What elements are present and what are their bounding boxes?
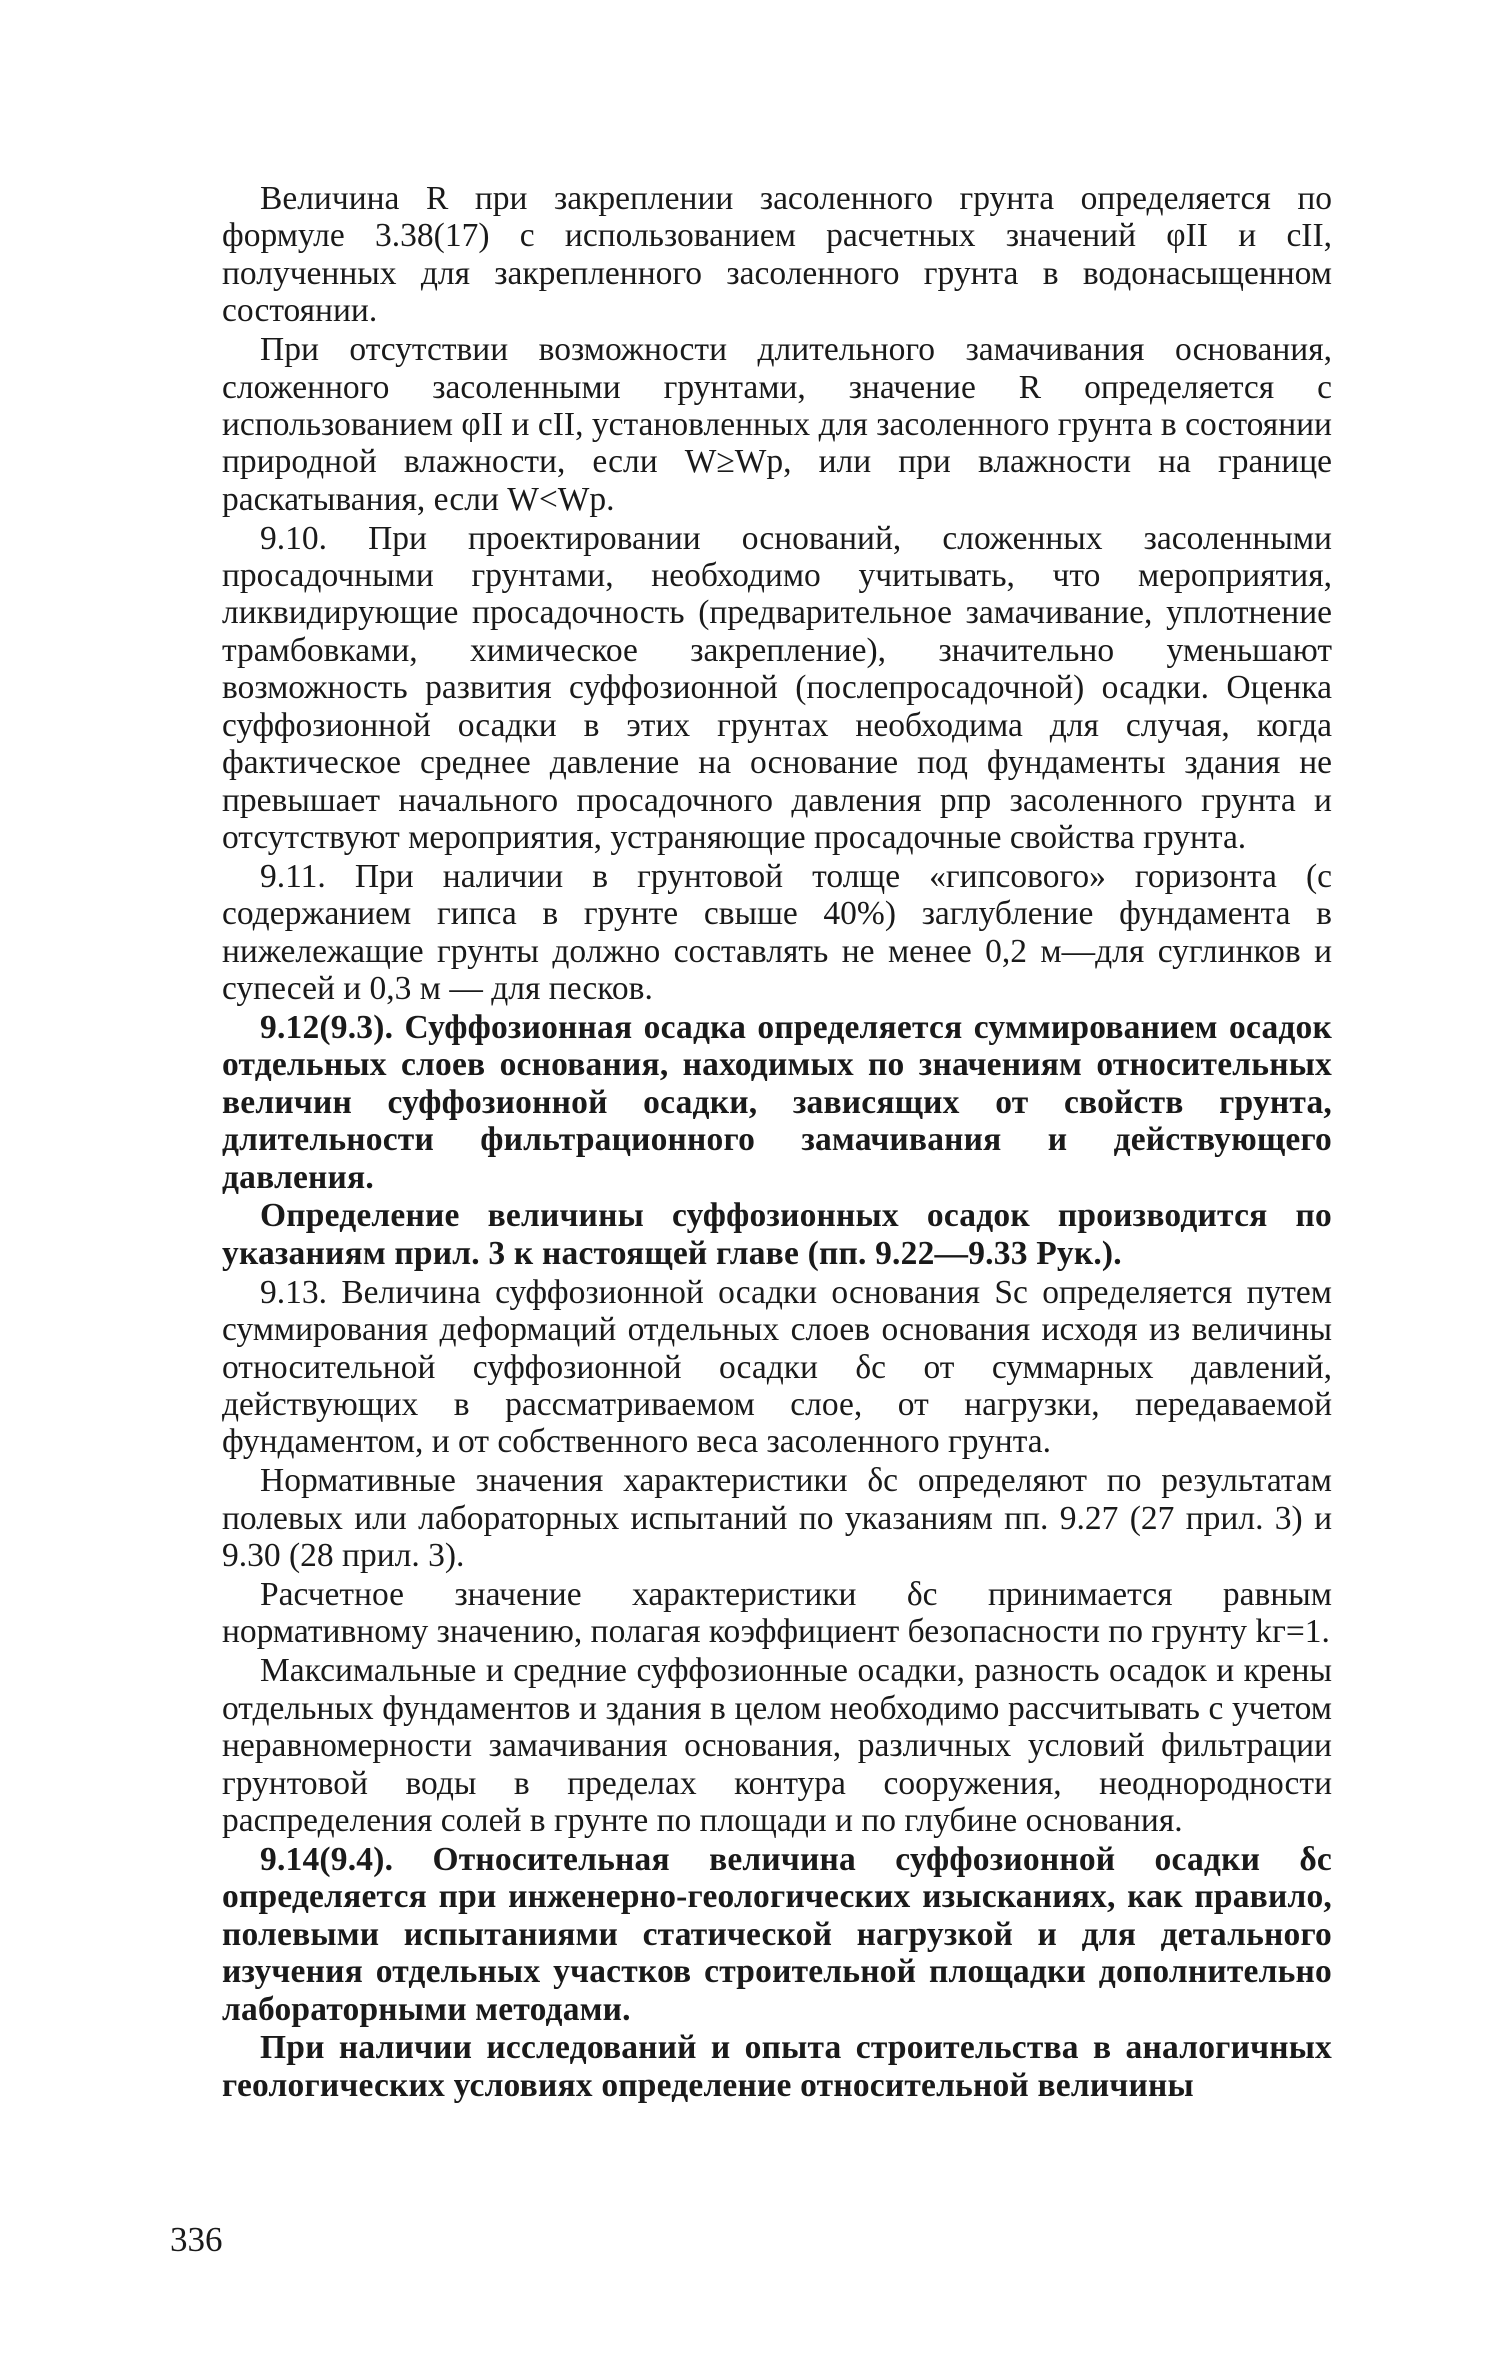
- paragraph-design-value: Расчетное значение характеристики δс принимается равным нормативному значению, полагая коэффициент безопасности по грунту kг=1.: [222, 1576, 1332, 1651]
- paragraph-9-14: 9.14(9.4). Относительная величина суффозионной осадки δс определяется при инженерно-геологических изысканиях, как правило, полевыми испытаниями статической нагрузкой и для детального изучения отдельных участков строительной площадки дополнительно лабораторными методами.: [222, 1840, 1332, 2028]
- paragraph-suffosion-definition: Определение величины суффозионных осадок производится по указаниям прил. 3 к настоящей главе (пп. 9.22—9.33 Рук.).: [222, 1197, 1332, 1272]
- paragraph-analog-conditions: При наличии исследований и опыта строительства в аналогичных геологических условиях определение относительной величины: [222, 2029, 1332, 2104]
- page-number: 336: [170, 2220, 223, 2259]
- paragraph-max-settlements: Максимальные и средние суффозионные осадки, разность осадок и крены отдельных фундаментов и здания в целом необходимо рассчитывать с учетом неравномерности замачивания основания, различных условий фильтрации грунтовой воды в пределах контура сооружения, неоднородности распределения солей в грунте по площади и по глубине основания.: [222, 1652, 1332, 1839]
- paragraph-r-value-strengthened: Величина R при закреплении засоленного грунта определяется по формуле 3.38(17) с использованием расчетных значений φII и cII, полученных для закрепленного засоленного грунта в водонасыщенном состоянии.: [222, 180, 1332, 330]
- paragraph-no-soaking: При отсутствии возможности длительного замачивания основания, сложенного засоленными грунтами, значение R определяется с использованием φII и cII, установленных для засоленного грунта в состоянии природной влажности, если W≥Wp, или при влажности на границе раскатывания, если W<Wp.: [222, 331, 1332, 518]
- paragraph-9-13: 9.13. Величина суффозионной осадки основания Sс определяется путем суммирования деформаций отдельных слоев основания исходя из величины относительной суффозионной осадки δс от суммарных давлений, действующих в рассматриваемом слое, от нагрузки, передаваемой фундаментом, и от собственного веса засоленного грунта.: [222, 1273, 1332, 1461]
- paragraph-normative-values: Нормативные значения характеристики δс определяют по результатам полевых или лабораторных испытаний по указаниям пп. 9.27 (27 прил. 3) и 9.30 (28 прил. 3).: [222, 1462, 1332, 1575]
- paragraph-9-11: 9.11. При наличии в грунтовой толще «гипсового» горизонта (с содержанием гипса в грунте свыше 40%) заглубление фундамента в нижележащие грунты должно составлять не менее 0,2 м—для суглинков и супесей и 0,3 м — для песков.: [222, 857, 1332, 1008]
- body-text: [222, 180, 1332, 2106]
- paragraph-9-10: 9.10. При проектировании оснований, сложенных засоленными просадочными грунтами, необходимо учитывать, что мероприятия, ликвидирующие просадочность (предварительное замачивание, уплотнение трамбовками, химическое закрепление), значительно уменьшают возможность развития суффозионной (послепросадочной) осадки. Оценка суффозионной осадки в этих грунтах необходима для случая, когда фактическое среднее давление на основание под фундаменты здания не превышает начального просадочного давления pпр засоленного грунта и отсутствуют мероприятия, устраняющие просадочные свойства грунта.: [222, 519, 1332, 856]
- paragraph-9-12: 9.12(9.3). Суффозионная осадка определяется суммированием осадок отдельных слоев основания, находимых по значениям относительных величин суффозионной осадки, зависящих от свойств грунта, длительности фильтрационного замачивания и действующего давления.: [222, 1008, 1332, 1196]
